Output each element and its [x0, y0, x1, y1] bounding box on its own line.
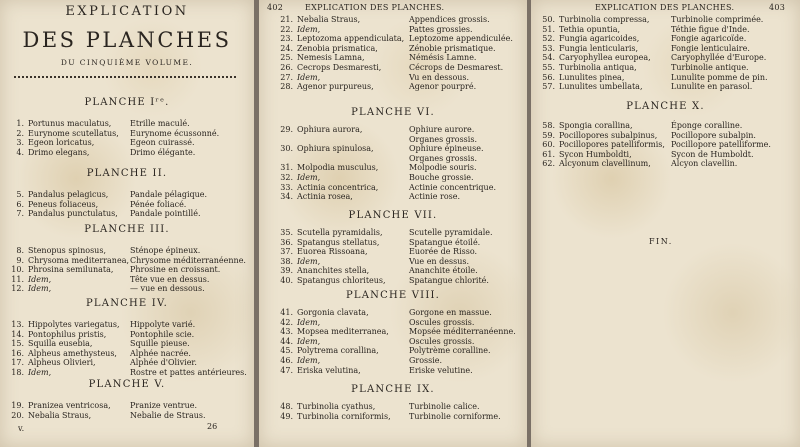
entry-number: 49. [280, 411, 293, 421]
plate-heading: PLANCHE V. [88, 379, 166, 390]
french-name: Alcyon clavellin. [671, 159, 738, 169]
entry-number: 15. [11, 339, 24, 349]
plate-heading: PLANCHE X. [626, 101, 705, 112]
latin-name: Hippolytes variegatus, [28, 320, 120, 329]
french-name: Némésis Lamne. [409, 53, 477, 63]
entry-number: 43. [280, 327, 293, 337]
latin-name: Actinia concentrica, [297, 182, 379, 192]
entry-number: 46. [280, 356, 293, 365]
french-name: Spatangue étoilé. [409, 237, 481, 247]
entry-extra: Organes grossis. [409, 153, 477, 163]
latin-name: Turbinolia antiqua, [559, 63, 637, 72]
latin-name: Alpheus Olivieri, [28, 358, 96, 368]
french-name: Turbinolie comprimée. [671, 15, 764, 24]
french-name: Sténope épineux. [130, 246, 201, 255]
running-head [595, 3, 795, 12]
latin-name: Leptozoma appendiculata, [297, 34, 405, 44]
latin-name: Spatangus chloriteus, [297, 276, 386, 285]
entry-number: 27. [280, 72, 293, 82]
entry-number: 37. [280, 247, 293, 257]
latin-name: Idem, [297, 356, 321, 365]
page-middle [259, 0, 527, 447]
latin-name: Pocillopores patelliformis, [559, 140, 665, 150]
french-name: Mopsée méditerranéenne. [409, 327, 516, 337]
latin-name: Pocillopores subalpinus, [559, 130, 658, 140]
latin-name: Turbinolia corniformis, [297, 411, 391, 421]
latin-name: Chrysoma mediterranea, [28, 255, 130, 265]
entry-number: 35. [280, 228, 293, 237]
entry-number: 10. [11, 265, 24, 275]
title-subtitle: DU CINQUIÈME VOLUME. [60, 58, 194, 67]
running-head-text: EXPLICATION DES PLANCHES. [305, 3, 445, 12]
entry-number: 24. [280, 43, 293, 53]
plate-heading: PLANCHE IX. [351, 384, 435, 395]
french-name: Vue en dessus. [409, 256, 469, 266]
entry-number: 55. [542, 63, 555, 72]
entry-number: 30. [280, 144, 293, 154]
latin-name: Fungia lenticularis, [559, 43, 639, 53]
entry-number: 1. [16, 119, 24, 128]
latin-name: Scutella pyramidalis, [297, 228, 383, 237]
page-number: 403 [769, 3, 786, 12]
french-name: Phrosine en croissant. [130, 265, 221, 275]
french-name: Polytrème coralline. [409, 346, 491, 356]
entry-number: 32. [280, 173, 293, 182]
latin-name: Ophiura aurora, [297, 125, 363, 134]
latin-name: Turbinolia cyathus, [297, 402, 376, 411]
entry-number: 20. [11, 410, 24, 420]
entry-number: 60. [542, 140, 555, 150]
latin-name: Agenor purpureus, [297, 82, 374, 92]
latin-name: Polytrema corallina, [297, 346, 379, 356]
latin-name: Pontophilus pristis, [28, 329, 107, 339]
latin-name: Idem, [297, 336, 321, 346]
latin-name: Cecrops Desmaresti, [297, 63, 382, 72]
french-name: Rostre et pattes antérieures. [130, 368, 247, 377]
french-name: Alphée d'Olivier. [130, 358, 197, 368]
latin-name: Idem, [297, 256, 321, 266]
page-footer-number: 26 [207, 422, 218, 431]
entry-number: 28. [280, 82, 293, 92]
french-name: Téthie figue d'Inde. [671, 24, 750, 34]
entry-number: 52. [542, 34, 555, 44]
french-name: Eriske velutine. [409, 365, 473, 375]
french-name: Turbinolie antique. [671, 63, 749, 72]
latin-name: Pandalus punctulatus, [28, 209, 118, 219]
entry-number: 33. [280, 182, 293, 192]
latin-name: Ananchites stella, [297, 266, 370, 276]
french-name: Ananchite étoile. [409, 266, 478, 276]
title-line1: EXPLICATION [65, 4, 189, 19]
french-name: Turbinolie calice. [409, 402, 480, 411]
french-name: Euorée de Risso. [409, 247, 478, 257]
entry-number: 11. [11, 274, 24, 284]
page-title: DES PLANCHES [22, 28, 232, 52]
entry-number: 31. [280, 163, 293, 173]
french-name: Pontophile scie. [130, 329, 195, 339]
entry-number: 2. [16, 128, 24, 138]
french-name: Pattes grossies. [409, 24, 473, 34]
french-name: Leptozome appendiculée. [409, 34, 513, 44]
entry-number: 4. [16, 147, 24, 157]
latin-name: Idem, [297, 173, 321, 182]
plate-heading: PLANCHE Iʳᵉ. [84, 97, 170, 108]
french-name: Lunulite pomme de pin. [671, 72, 768, 82]
plate-heading: PLANCHE VIII. [345, 290, 441, 301]
entry-number: 3. [16, 138, 24, 148]
plate-heading: PLANCHE II. [86, 168, 168, 179]
latin-name: Stenopus spinosus, [28, 246, 106, 255]
entry-number: 8. [16, 246, 24, 255]
latin-name: Alcyonum clavellinum, [559, 159, 651, 169]
french-name: Appendices grossis. [409, 15, 490, 24]
entry-number: 22. [280, 24, 293, 34]
page-left [0, 0, 254, 447]
latin-name: Spongia corallina, [559, 121, 633, 130]
entry-number: 45. [280, 346, 293, 356]
entry-number: 16. [11, 348, 24, 358]
entry-number: 39. [280, 266, 293, 276]
latin-name: Nebalia Straus, [28, 410, 92, 420]
running-head [267, 3, 515, 12]
latin-name: Peneus foliaceus, [28, 199, 99, 209]
french-name: Cécrops de Desmarest. [409, 63, 504, 72]
french-name: Actinie rose. [409, 192, 461, 202]
french-name: Oscules grossis. [409, 317, 475, 327]
entry-number: 54. [542, 53, 555, 63]
french-name: Nebalie de Straus. [130, 410, 206, 420]
french-name: Hippolyte varié. [130, 320, 196, 329]
french-name: Drimo élégante. [130, 147, 196, 157]
french-name: Pandale pélagique. [130, 190, 208, 199]
latin-name: Idem, [28, 284, 52, 294]
entry-number: 5. [16, 190, 24, 199]
french-name: Molpodie souris. [409, 163, 477, 173]
running-head-text: EXPLICATION DES PLANCHES. [595, 3, 735, 12]
french-name: Spatangue chlorité. [409, 276, 489, 285]
entry-number: 7. [16, 209, 24, 219]
french-name: Scutelle pyramidale. [409, 228, 493, 237]
latin-name: Eriska velutina, [297, 365, 361, 375]
french-name: — vue en dessous. [130, 284, 205, 294]
french-name: Caryophyllée d'Europe. [671, 53, 767, 63]
french-name: Pranize ventrue. [130, 401, 198, 410]
entry-number: 61. [542, 149, 555, 159]
entry-number: 26. [280, 63, 293, 72]
signature-mark: v. [18, 424, 25, 433]
entry-number: 14. [11, 329, 24, 339]
latin-name: Eurynome scutellatus, [28, 128, 119, 138]
entry-number: 56. [542, 72, 555, 82]
french-name: Gorgone en massue. [409, 308, 492, 317]
french-name: Eurynome écussonné. [130, 128, 220, 138]
latin-name: Alpheus amethysteus, [28, 348, 117, 358]
entry-number: 53. [542, 43, 555, 53]
french-name: Pocillopore patelliforme. [671, 140, 771, 150]
entry-number: 57. [542, 82, 555, 92]
latin-name: Zenobia prismatica, [297, 43, 378, 53]
french-name: Fongie agaricoïde. [671, 34, 747, 44]
latin-name: Drimo elegans, [28, 147, 90, 157]
french-name: Lunulite en parasol. [671, 82, 753, 92]
entry-number: 23. [280, 34, 293, 44]
entry-number: 6. [16, 199, 24, 209]
french-name: Ophiure aurore. [409, 125, 475, 134]
entry-number: 41. [280, 308, 293, 317]
french-name: Fongie lenticulaire. [671, 43, 750, 53]
entry-number: 38. [280, 256, 293, 266]
french-name: Bouche grossie. [409, 173, 474, 182]
entry-number: 21. [280, 15, 293, 24]
entry-number: 29. [280, 125, 293, 134]
entry-number: 50. [542, 15, 555, 24]
french-name: Grossie. [409, 356, 443, 365]
plate-heading: PLANCHE III. [84, 224, 170, 235]
entry-number: 25. [280, 53, 293, 63]
latin-name: Pranizea ventricosa, [28, 401, 111, 410]
french-name: Agenor pourpré. [409, 82, 477, 92]
latin-name: Euorea Rissoana, [297, 247, 368, 257]
entry-number: 58. [542, 121, 555, 130]
french-name: Oscules grossis. [409, 336, 475, 346]
latin-name: Idem, [28, 368, 52, 377]
latin-name: Tethia opuntia, [559, 24, 621, 34]
entry-number: 12. [11, 284, 24, 294]
entry-number: 9. [16, 255, 24, 265]
french-name: Pandale pointillé. [130, 209, 201, 219]
entry-number: 44. [280, 336, 293, 346]
entry-number: 34. [280, 192, 293, 202]
french-name: Vu en dessous. [409, 72, 470, 82]
latin-name: Pandalus pelagicus, [28, 190, 109, 199]
entry-number: 36. [280, 237, 293, 247]
french-name: Chrysome méditerranéenne. [130, 255, 246, 265]
dotted-rule [14, 76, 236, 78]
latin-name: Ophiura spinulosa, [297, 144, 374, 154]
latin-name: Phrosina semilunata, [28, 265, 114, 275]
french-name: Actinie concentrique. [409, 182, 496, 192]
plate-heading: PLANCHE VI. [351, 107, 435, 118]
entry-number: 17. [11, 358, 24, 368]
entry-extra: Organes grossis. [409, 134, 477, 144]
page-right [531, 0, 800, 447]
latin-name: Idem, [297, 72, 321, 82]
french-name: Alphée nacrée. [130, 348, 191, 358]
entry-number: 62. [542, 159, 555, 169]
latin-name: Lunulites pinea, [559, 72, 625, 82]
latin-name: Nebalia Straus, [297, 15, 361, 24]
french-name: Etrille maculé. [130, 119, 190, 128]
entry-number: 40. [280, 276, 293, 285]
entry-number: 18. [11, 368, 24, 377]
end-text: FIN. [649, 237, 673, 246]
page-number: 402 [267, 3, 284, 12]
french-name: Pocillopore subalpin. [671, 130, 756, 140]
latin-name: Actinia rosea, [297, 192, 353, 202]
latin-name: Spatangus stellatus, [297, 237, 380, 247]
french-name: Zénobie prismatique. [409, 43, 496, 53]
latin-name: Gorgonia clavata, [297, 308, 369, 317]
latin-name: Turbinolia compressa, [559, 15, 650, 24]
entry-number: 19. [11, 401, 24, 410]
french-name: Tête vue en dessus. [130, 274, 210, 284]
entry-number: 51. [542, 24, 555, 34]
latin-name: Squilla eusebia, [28, 339, 93, 349]
entry-number: 47. [280, 365, 293, 375]
plate-heading: PLANCHE IV. [86, 298, 168, 309]
plate-heading: PLANCHE VII. [348, 210, 438, 221]
latin-name: Egeon loricatus, [28, 138, 95, 148]
latin-name: Molpodia musculus, [297, 163, 379, 173]
french-name: Pénée foliacé. [130, 199, 187, 209]
entry-number: 59. [542, 130, 555, 140]
latin-name: Idem, [297, 24, 321, 34]
french-name: Egeon cuirassé. [130, 138, 195, 148]
latin-name: Lunulites umbellata, [559, 82, 643, 92]
french-name: Turbinolie corniforme. [409, 411, 501, 421]
latin-name: Fungia agaricoides, [559, 34, 640, 44]
french-name: Sycon de Humboldt. [671, 149, 754, 159]
latin-name: Portunus maculatus, [28, 119, 112, 128]
french-name: Ophiure épineuse. [409, 144, 484, 154]
latin-name: Caryophyllea europea, [559, 53, 651, 63]
latin-name: Sycon Humboldti, [559, 149, 632, 159]
french-name: Squille pieuse. [130, 339, 190, 349]
latin-name: Idem, [28, 274, 52, 284]
entry-number: 13. [11, 320, 24, 329]
entry-number: 48. [280, 402, 293, 411]
french-name: Éponge coralline. [671, 121, 743, 130]
latin-name: Nemesis Lamna, [297, 53, 365, 63]
latin-name: Mopsea mediterranea, [297, 327, 389, 337]
entry-number: 42. [280, 317, 293, 327]
latin-name: Idem, [297, 317, 321, 327]
